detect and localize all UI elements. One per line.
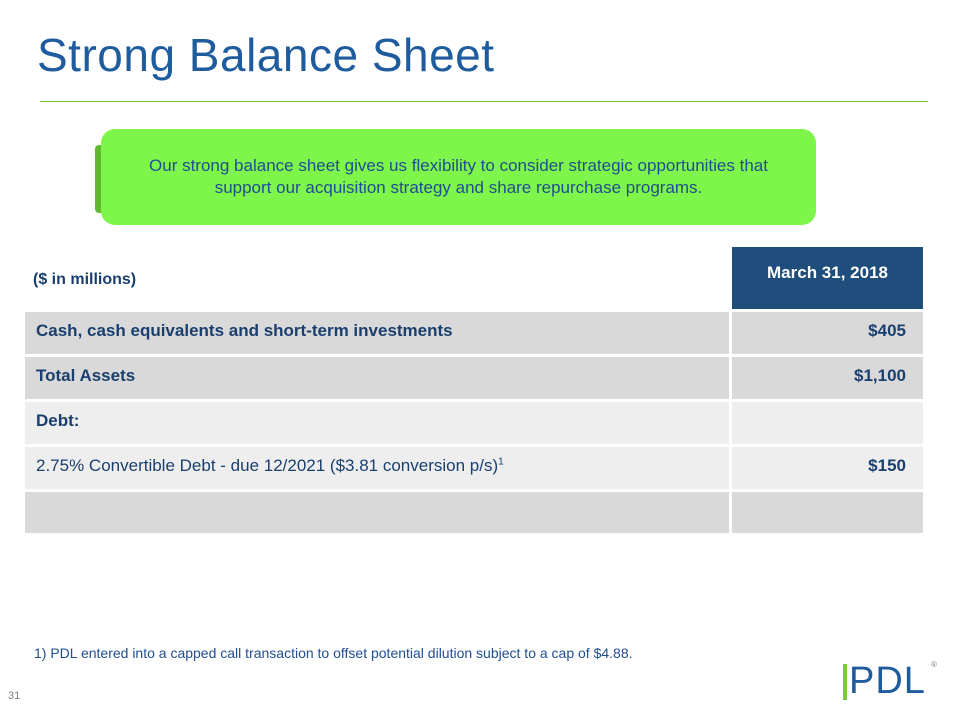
page-number: 31 [8,690,21,702]
title-divider [40,101,928,102]
table-row [25,312,923,354]
row-label [25,447,729,489]
footnote-ref: 1 [498,456,504,468]
row-label: Cash, cash equivalents and short-term investments [25,312,729,354]
row-label [25,492,729,533]
logo-text: PDL [849,660,926,702]
table-header-row [25,247,923,309]
row-value [732,402,923,444]
row-value [732,492,923,533]
units-label: ($ in millions) [33,271,137,288]
footnote: 1) PDL entered into a capped call transaction to offset potential dilution subject to a cap of $4.88. [34,645,633,661]
row-value: $150 [732,447,923,489]
slide-title: Strong Balance Sheet [37,29,495,81]
row-label: Total Assets [25,357,729,399]
row-value: $1,100 [732,357,923,399]
pdl-logo [843,660,935,702]
table-row [25,357,923,399]
table-row [25,447,923,489]
logo-accent-bar [843,664,847,700]
row-label: Debt: [25,402,729,444]
registered-mark: ® [931,660,937,669]
row-value: $405 [732,312,923,354]
callout-box [101,129,816,225]
row-label-text: 2.75% Convertible Debt - due 12/2021 ($3.81 conversion p/s) [36,456,499,475]
callout-text: Our strong balance sheet gives us flexibility to consider strategic opportunities that support our acquisition strategy and share repurchase programs. [149,156,768,197]
column-header-date: March 31, 2018 [732,247,923,309]
table-row [25,402,923,444]
table-row [25,492,923,533]
